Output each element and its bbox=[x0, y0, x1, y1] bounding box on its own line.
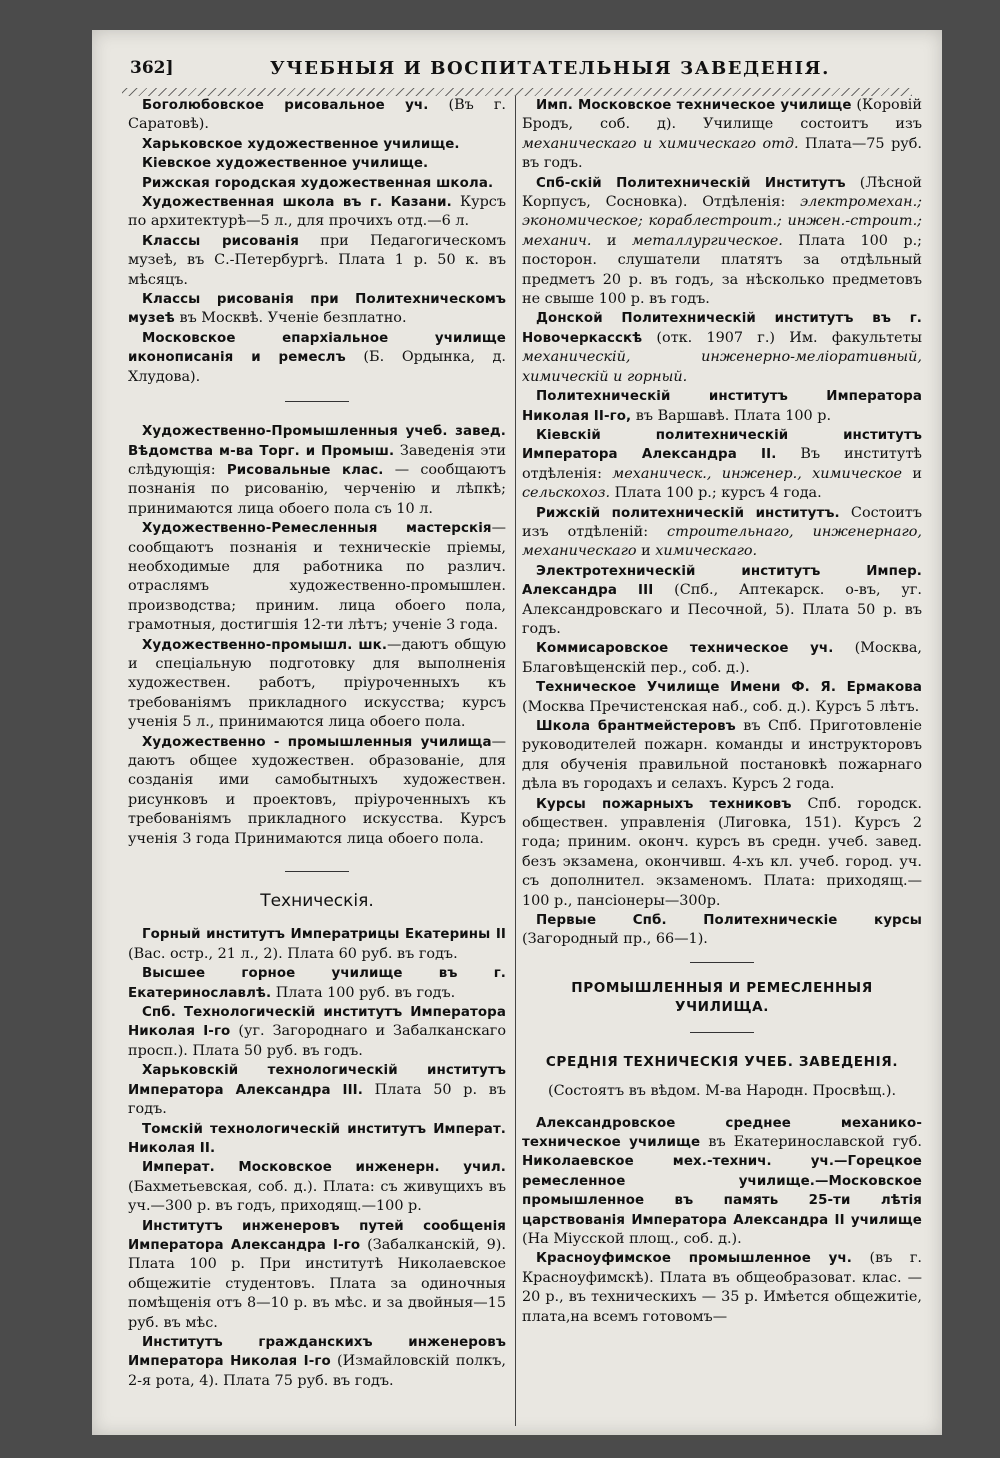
entry-text: Состоитъ изъ отдѣленій: bbox=[522, 504, 922, 540]
entry-italic: химическаго. bbox=[655, 543, 758, 560]
entry-text: (отк. 1907 г.) Им. факультеты bbox=[642, 329, 922, 346]
section-rule bbox=[690, 962, 754, 963]
entry-text: —даютъ общее художествен. образованіе, для созданія ими самобытныхъ художествен. рисунковъ и проектовъ, пріуроченныхъ къ требованіямъ прикладного искусства. Курсъ ученія 3 года Принимаются лица обоего пола. bbox=[128, 733, 506, 847]
entry-italic: механическій, инженерно-меліоративный, химическій и горный. bbox=[522, 349, 922, 385]
entry-title: Художественно - промышленныя училища bbox=[142, 734, 492, 750]
list-entry bbox=[128, 964, 506, 1003]
entry-italic: металлургическое. bbox=[631, 232, 783, 249]
book-page bbox=[92, 30, 942, 1435]
entry-text: (Б. Ордынка, д. Хлудова). bbox=[128, 349, 506, 385]
list-entry bbox=[128, 154, 506, 173]
krasnoufimsk-entry bbox=[522, 1249, 922, 1327]
entry-text: Спб. городск. обществен. управленія (Лиговка, 151). Курсъ 2 года; приним. оконч. курсъ въ средн. учеб. завед. безъ экзамена, окончивш. 4-хъ кл. учеб. город. уч. съ дополнител. экзаменомъ. Плата: приходящ.—100 р., пансіонеры—300р. bbox=[522, 795, 922, 909]
entry-title: Политехническій институтъ Императора Николая II-го, bbox=[522, 389, 922, 424]
list-entry bbox=[522, 911, 922, 950]
list-entry bbox=[522, 174, 922, 310]
entry-text: Плата 100 р.; курсъ 4 года. bbox=[610, 485, 822, 502]
entry-text: (уг. Загороднаго и Забалканскаго просп.). Плата 50 руб. въ годъ. bbox=[128, 1023, 506, 1059]
header-ornamental-rule bbox=[122, 88, 912, 96]
entry-italic: механическаго и химическаго отд. bbox=[522, 135, 799, 152]
entry-text: Въ институтѣ отдѣленія: bbox=[522, 446, 922, 482]
entry-title: Электротехническій институтъ Импер. Александра III bbox=[522, 563, 922, 599]
entry-text: (Бахметьевская, соб. д.). Плата: съ живущихъ въ уч.—300 р. въ годъ, приходящ.—100 р. bbox=[128, 1178, 506, 1215]
entry-text: —даютъ общую и спеціальную подготовку для выполненія художествен. работъ, пріуроченныхъ къ требованіямъ прикладного искусства; курсъ ученія 5 л., принимаются лица обоего пола. bbox=[128, 636, 506, 731]
page-number: 362] bbox=[130, 58, 174, 78]
list-entry bbox=[522, 309, 922, 387]
list-entry bbox=[128, 135, 506, 154]
list-entry bbox=[128, 329, 506, 387]
section-rule bbox=[285, 871, 349, 872]
list-entry bbox=[128, 1217, 506, 1333]
entry-title: Художественная школа въ г. Казани. bbox=[142, 195, 452, 211]
entry-text: (Коровій Бродъ, соб. д). Училище состоитъ изъ bbox=[522, 97, 922, 133]
entry-title: Харьковское художественное училище. bbox=[142, 136, 460, 152]
left-column bbox=[128, 96, 506, 1391]
list-entry bbox=[128, 193, 506, 232]
entry-title: Институтъ инженеровъ путей сообщенія Императора Александра I-го bbox=[128, 1218, 506, 1253]
entry-text: въ Екатеринославской губ. bbox=[700, 1133, 922, 1150]
entry-text: Плата 50 р. въ годъ. bbox=[128, 1081, 507, 1118]
column-divider bbox=[515, 96, 516, 1426]
list-entry bbox=[128, 1120, 506, 1159]
entry-title: Императ. Московское инженерн. учил. bbox=[142, 1160, 506, 1176]
list-entry bbox=[522, 639, 922, 678]
entry-text: (Забалканскій, 9). Плата 100 р. При институтѣ Николаевское общежитіе студентовъ. Плата за одиночныя помѣщенія отъ 8—10 р. въ мѣс. и за двойныя—15 руб. въ мѣс. bbox=[128, 1236, 506, 1331]
technical-heading: Техническія. bbox=[260, 891, 374, 912]
entry-title: Красноуфимское промышленное уч. bbox=[536, 1251, 852, 1267]
entry-text: Плата—75 руб. въ годъ. bbox=[522, 135, 922, 172]
entry-text: (Спб., Аптекарск. о-въ, уг. Александровскаго и Песочной, 5). Плата 50 р. въ годъ. bbox=[522, 582, 922, 637]
entry-title: Художественно-промышл. шк. bbox=[142, 637, 388, 653]
entry-title: Классы рисованія при Политехническомъ музеѣ bbox=[128, 292, 506, 327]
entry-title: Курсы пожарныхъ техниковъ bbox=[536, 796, 792, 812]
entry-text: (Измайловскій полкъ, 2-я рота, 4). Плата 75 руб. въ годъ. bbox=[128, 1353, 506, 1389]
industrial-schools-heading: ПРОМЫШЛЕННЫЯ И РЕМЕСЛЕННЫЯ УЧИЛИЩА. bbox=[571, 979, 873, 1016]
entry-title: Спб. Технологическій институтъ Императора Николая I-го bbox=[128, 1005, 506, 1040]
secondary-technical-heading: СРЕДНІЯ ТЕХНИЧЕСКІЯ УЧЕБ. ЗАВЕДЕНІЯ. bbox=[545, 1053, 899, 1070]
entry-text: (На Міусской площ., соб. д.). bbox=[522, 1230, 742, 1247]
list-entry bbox=[522, 96, 922, 174]
entry-text: —сообщаютъ познанія и техническіе пріемы, необходимые для работника по различ. отраслямъ художественно-промышлен. производства; приним. лица обоего пола, грамотныя, достигшія 12-ти лѣтъ; ученіе 3 года. bbox=[128, 520, 506, 634]
list-entry bbox=[128, 1333, 506, 1391]
list-entry bbox=[128, 290, 506, 329]
list-entry bbox=[128, 519, 506, 635]
secondary-subheading: (Состоятъ въ вѣдом. М-ва Народн. Просвѣщ.). bbox=[547, 1083, 897, 1100]
entry-italic: сельскохоз. bbox=[522, 485, 611, 502]
entry-title: Школа брантмейстеровъ bbox=[536, 719, 736, 734]
art-schools-list bbox=[128, 96, 506, 387]
entry-title: Кіевскій политехническій институтъ Императора Александра II. bbox=[522, 427, 922, 463]
entry-title: Техническое Училище Имени Ф. Я. Ермакова bbox=[536, 680, 922, 696]
entry-title: Боголюбовское рисовальное уч. bbox=[142, 98, 429, 113]
list-entry bbox=[522, 717, 922, 795]
entry-title: Коммисаровское техническое уч. bbox=[536, 641, 834, 657]
entry-title: Институтъ гражданскихъ инженеровъ Императора Николая I-го bbox=[128, 1334, 506, 1370]
entry-text: и bbox=[591, 232, 632, 249]
entry-italic: строительнаго, инженернаго, механическаго bbox=[522, 523, 922, 560]
list-entry bbox=[522, 504, 922, 562]
list-entry bbox=[128, 733, 506, 849]
entry-text: и bbox=[902, 465, 922, 482]
entry-title: Рисовальные клас. bbox=[226, 462, 384, 478]
list-entry bbox=[522, 562, 922, 640]
entry-title: Томскій технологическій институтъ Императ. Николая II. bbox=[128, 1121, 506, 1156]
list-entry bbox=[522, 678, 922, 717]
entry-title: Классы рисованія bbox=[142, 233, 299, 249]
entry-title: Рижская городская художественная школа. bbox=[142, 175, 494, 191]
entry-title: Донской Политехническій институтъ въ г. Новочеркасскѣ bbox=[522, 311, 922, 346]
entry-text: (Лѣсной Корпусъ, Сосновка). Отдѣленія: bbox=[522, 174, 922, 211]
list-entry bbox=[128, 96, 506, 135]
entry-title: Александровское среднее механико-техническое училище bbox=[522, 1115, 922, 1150]
list-entry bbox=[128, 1003, 506, 1061]
entry-text: (Вас. остр., 21 л., 2). Плата 60 руб. въ годъ. bbox=[128, 945, 458, 962]
list-entry bbox=[128, 925, 506, 964]
industrial-intro bbox=[128, 422, 506, 519]
list-entry bbox=[128, 636, 506, 733]
entry-italic: механическ., инженер., химическое bbox=[612, 465, 903, 482]
entry-text: (Москва, Благовѣщенскій пер., соб. д.). bbox=[522, 640, 922, 676]
entry-title: Кіевское художественное училище. bbox=[142, 156, 429, 172]
technical-institutes-list bbox=[128, 925, 506, 1391]
list-entry bbox=[522, 387, 922, 426]
entry-text: Плата 100 руб. въ годъ. bbox=[271, 984, 456, 1001]
page-header bbox=[130, 54, 900, 88]
list-entry bbox=[128, 1158, 506, 1216]
section-rule bbox=[690, 1032, 754, 1033]
running-title: УЧЕБНЫЯ И ВОСПИТАТЕЛЬНЫЯ ЗАВЕДЕНІЯ. bbox=[270, 58, 830, 79]
entry-title: Московское епархіальное училище иконописанія и ремеслъ bbox=[128, 330, 506, 366]
entry-text: (Въ г. Саратовѣ). bbox=[128, 97, 506, 133]
entry-title: Николаевское мех.-технич. уч.—Горецкое ремесленное училище.—Московское промышленное въ память 25-ти лѣтія царствованія Императора Александра II училище bbox=[522, 1154, 922, 1228]
entry-text: Заведенія эти слѣдующія: bbox=[128, 442, 506, 478]
right-column bbox=[522, 96, 922, 1327]
list-entry bbox=[522, 426, 922, 504]
entry-title: Художественно-Ремесленныя мастерскія bbox=[142, 521, 492, 537]
entry-text: и bbox=[636, 543, 656, 560]
entry-text: Плата 100 р.; посторон. слушатели платятъ за отдѣльный предметъ 20 р. въ годъ, за нѣсколько предметовъ не свыше 100 р. въ годъ. bbox=[522, 232, 922, 308]
list-entry bbox=[522, 795, 922, 911]
entry-text: въ Москвѣ. Ученіе безплатно. bbox=[174, 310, 407, 327]
entry-text: Курсъ по архитектурѣ—5 л., для прочихъ отд.—6 л. bbox=[128, 194, 506, 230]
secondary-schools-entry bbox=[522, 1114, 922, 1250]
entry-text: — сообщаютъ познанія по рисованію, черченію и лѣпкѣ; принимаются лица обоего пола съ 10 л. bbox=[128, 461, 506, 517]
entry-title: Харьковскій технологическій институтъ Императора Александра III. bbox=[128, 1063, 506, 1098]
entry-title: Высшее горное училище въ г. Екатеринославлѣ. bbox=[128, 966, 506, 1001]
list-entry bbox=[128, 1061, 506, 1119]
entry-text: при Педагогическомъ музеѣ, въ С.-Петербургѣ. Плата 1 р. 50 к. въ мѣсяцъ. bbox=[128, 232, 507, 288]
entry-text: (въ г. Красноуфимскѣ). Плата въ общеобразоват. клас. — 20 р., въ техническихъ — 35 р. Имѣется общежитіе, плата,на всемъ готовомъ— bbox=[522, 1250, 923, 1325]
entry-text: въ Варшавѣ. Плата 100 р. bbox=[631, 407, 832, 424]
entry-text: (Москва Пречистенская наб., соб. д.). Курсъ 5 лѣтъ. bbox=[522, 698, 920, 715]
list-entry bbox=[128, 232, 506, 290]
entry-title: Первые Спб. Политехническіе курсы bbox=[536, 913, 922, 929]
entry-text: (Загородный пр., 66—1). bbox=[522, 931, 708, 948]
entry-italic: электромехан.; экономическое; кораблестроит.; инжен.-строит.; механич. bbox=[522, 194, 922, 249]
entry-title: Художественно-Промышленныя учеб. завед. Вѣдомства м-ва Торг. и Промыш. bbox=[128, 424, 506, 459]
entry-text: въ Спб. Приготовленіе руководителей пожарн. команды и инструкторовъ для обученія правильной постановкѣ пожарнаго дѣла въ городахъ и селахъ. Курсъ 2 года. bbox=[522, 718, 922, 793]
list-entry bbox=[128, 174, 506, 193]
entry-title: Спб-скій Политехническій Институтъ bbox=[536, 175, 846, 191]
entry-title: Имп. Московское техническое училище bbox=[536, 98, 852, 113]
polytechnic-list bbox=[522, 96, 922, 950]
art-industrial-list bbox=[128, 519, 506, 849]
entry-title: Рижскій политехническій институтъ. bbox=[536, 505, 840, 521]
section-rule bbox=[285, 401, 349, 402]
entry-title: Горный институтъ Императрицы Екатерины II bbox=[142, 927, 506, 943]
